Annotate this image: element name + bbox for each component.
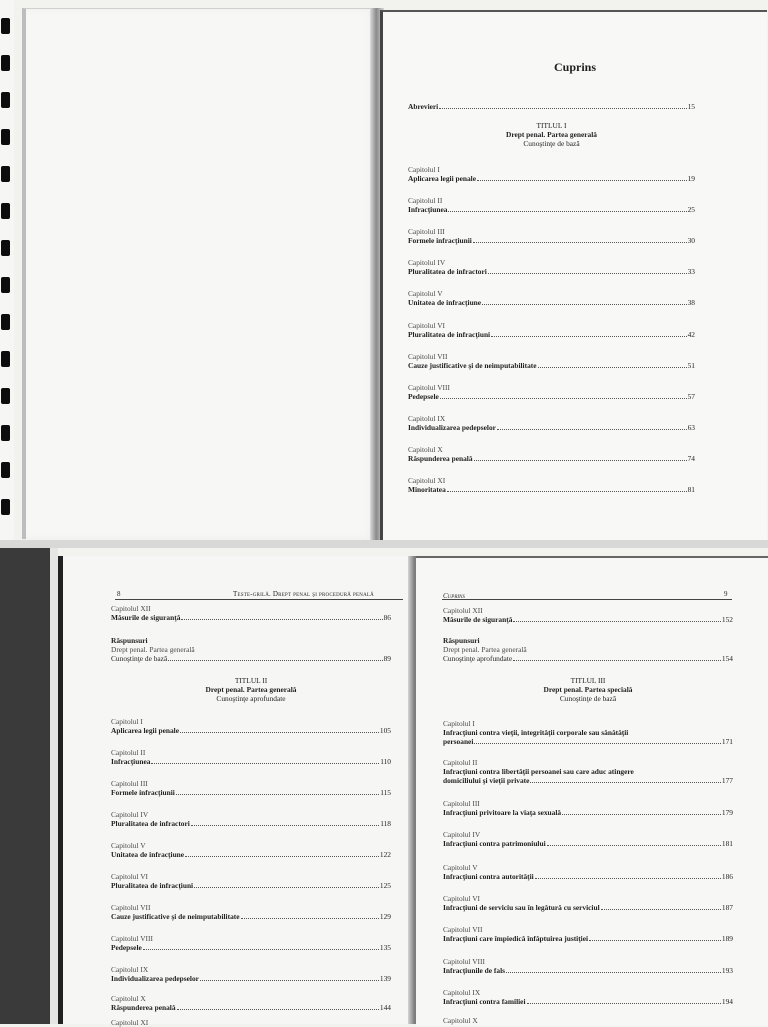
header-rule	[442, 599, 732, 600]
toc-entry: Capitolul V Unitatea de infracţiune 122	[111, 841, 391, 859]
toc-entry: Capitolul III Infracţiuni privitoare la viaţa sexuală 179	[443, 799, 733, 817]
header-rule	[115, 599, 403, 600]
binding-ring	[1, 462, 10, 478]
toc-entry: Capitolul VIII Pedepsele 57	[408, 383, 695, 401]
toc-entry: Capitolul V Infracţiuni contra autorităţii 186	[443, 863, 733, 881]
spiral-binding	[0, 0, 14, 545]
toc-entry: Capitolul X Răspunderea penală 74	[408, 445, 695, 463]
photo-divider	[0, 540, 768, 548]
binding-edge	[0, 548, 50, 1024]
running-head: Cuprins	[443, 592, 465, 600]
binding-ring	[1, 351, 10, 367]
binding-ring	[1, 18, 10, 34]
toc-entry-cut-off: Capitolul X	[443, 1016, 478, 1025]
toc-entry: Capitolul VI Pluralitatea de infracţiuni 125	[111, 872, 391, 890]
toc-entry: Capitolul VII Cauze justificative şi de neimputabilitate 51	[408, 352, 695, 370]
blank-page	[22, 8, 380, 539]
toc-entry: Capitolul VI Pluralitatea de infracţiuni 42	[408, 321, 695, 339]
page-edge	[50, 548, 58, 1024]
toc-entry: Capitolul III Formele infracţiunii 30	[408, 227, 695, 245]
page-number: 9	[724, 590, 728, 598]
toc-entry: Capitolul VIII Pedepsele 135	[111, 934, 391, 952]
binding-ring	[1, 277, 10, 293]
binding-ring	[1, 203, 10, 219]
binding-ring	[1, 388, 10, 404]
section-heading: TITLUL I Drept penal. Partea generală Cunoştinţe de bază	[506, 121, 597, 148]
toc-entry: Capitolul IX Individualizarea pedepselor 139	[111, 965, 391, 983]
toc-entry: Capitolul II Infracţiunea 110	[111, 748, 391, 766]
page-number: 8	[117, 590, 121, 598]
toc-entry: Capitolul II Infracţiunea 25	[408, 196, 695, 214]
section-heading: TITLUL III Drept penal. Partea specială Cunoştinţe de bază	[543, 676, 633, 703]
toc-entry-answers: Răspunsuri Drept penal. Partea generală Cunoştinţe de bază 89	[111, 636, 391, 663]
toc-entry: Capitolul IV Infracţiuni contra patrimoniului 181	[443, 830, 733, 848]
toc-heading: Cuprins	[553, 60, 597, 74]
toc-entry: Capitolul IX Infracţiuni contra familiei 194	[443, 988, 733, 1006]
toc-entry: Capitolul II Infracţiuni contra libertăţii persoanei sau care aduc atingere domiciliului şi vieţii private 177	[443, 758, 733, 785]
toc-entry: Capitolul XII Măsurile de siguranţă 152	[443, 606, 733, 624]
toc-entry: Capitolul IV Pluralitatea de infractori 33	[408, 258, 695, 276]
toc-page-8	[58, 556, 413, 1027]
toc-entry: Capitolul VII Cauze justificative şi de neimputabilitate 129	[111, 903, 391, 921]
binding-ring	[1, 425, 10, 441]
toc-entry-cut-off: Capitolul XI	[111, 1018, 149, 1027]
toc-entry: Capitolul IV Pluralitatea de infractori 118	[111, 810, 391, 828]
toc-entry: Capitolul IX Individualizarea pedepselor 63	[408, 414, 695, 432]
toc-entry: Capitolul I Aplicarea legii penale 105	[111, 717, 391, 735]
binding-ring	[1, 240, 10, 256]
toc-entry: Capitolul I Aplicarea legii penale 19	[408, 165, 695, 183]
toc-entry: Capitolul VI Infracţiuni de serviciu sau în legătură cu serviciul 187	[443, 894, 733, 912]
toc-entry-abrevieri: Abrevieri 15	[408, 102, 695, 111]
toc-entry-answers: Răspunsuri Drept penal. Partea generală Cunoştinţe aprofundate 154	[443, 636, 733, 663]
binding-ring	[1, 314, 10, 330]
binding-ring	[1, 129, 10, 145]
toc-page-9	[416, 556, 768, 1026]
toc-entry: Capitolul XII Măsurile de siguranţă 86	[111, 604, 391, 622]
toc-page-top-right	[380, 10, 767, 542]
toc-entry: Capitolul V Unitatea de infracţiune 38	[408, 289, 695, 307]
binding-ring	[1, 166, 10, 182]
toc-entry: Capitolul I Infracţiuni contra vieţii, integrităţii corporale sau sănătăţii persoanei 171	[443, 719, 733, 746]
binding-ring	[1, 55, 10, 71]
toc-entry: Capitolul VIII Infracţiunile de fals 193	[443, 957, 733, 975]
running-head: Teste-grilă. Drept penal şi procedură penală	[233, 590, 374, 598]
toc-entry: Capitolul III Formele infracţiunii 115	[111, 779, 391, 797]
toc-entry: Capitolul VII Infracţiuni care împiedică înfăptuirea justiţiei 189	[443, 925, 733, 943]
binding-ring	[1, 92, 10, 108]
binding-ring	[1, 499, 10, 515]
section-heading: TITLUL II Drept penal. Partea generală Cunoştinţe aprofundate	[205, 676, 297, 703]
toc-entry: Capitolul XI Minoritatea 81	[408, 476, 695, 494]
toc-entry: Capitolul X Răspunderea penală 144	[111, 994, 391, 1012]
